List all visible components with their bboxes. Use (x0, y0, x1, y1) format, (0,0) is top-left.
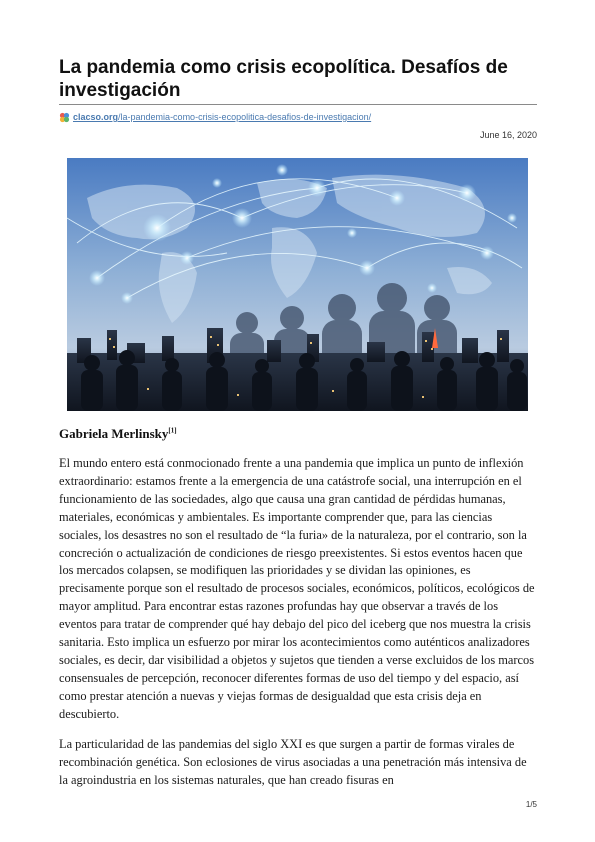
source-domain[interactable]: clacso.org (73, 112, 119, 122)
hero-image (67, 158, 528, 411)
body-paragraph-1: El mundo entero está conmocionado frente a una pandemia que implica un punto de inflexión extraordinario: estamos frente a la emergencia de una catástrofe social, una interrupción en el funcionamiento de las sociedades, algo que causa una gran cantidad de pérdidas humanas, materiales, económicas y ambientales. Es importante comprender que, para las ciencias sociales, los desastres no son el resultado de “la furia» de la naturaleza, por el contrario, son la concreción o actualización de condiciones de riesgo preexistentes. Si estos eventos hacen que los mercados colapsen, se modifiquen las prioridades y se dividan las opiniones, es precisamente porque son el resultado de procesos sociales, económicos, políticos, ecológicos de mayor amplitud. Para encontrar estas razones profundas hay que observar a través de los eventos para tratar de comprender qué hay debajo del pico del iceberg que nos muestra la crisis sanitaria. Esto implica un esfuerzo por mirar los acontecimientos como auténticos analizadores sociales, es decir, dar visibilidad a objetos y sujetos que tienden a verse excluidos de los marcos consensuales de percepción, reconocer diferentes formas de uso del tiempo y del espacio, así como prestar atención a nuevas y viejas formas de desigualdad que esta crisis deja en descubierto. (59, 456, 535, 721)
footnote-link[interactable]: [1] (168, 426, 177, 435)
body-paragraph-2: La particularidad de las pandemias del siglo XXI es que surgen a partir de formas virales de recombinación genética. Son eclosiones de virus asociadas a una penetración más intensiva de la agroindustria en los sistemas naturales, que han creado fisuras en (59, 737, 527, 787)
clacso-favicon-icon (59, 112, 70, 123)
world-map-network-crowd-city-image (67, 158, 528, 411)
page-number: 1/5 (525, 800, 537, 809)
author-name (59, 426, 177, 442)
title-divider (59, 104, 537, 105)
publish-date: June 16, 2020 (479, 130, 537, 140)
source-path[interactable]: /la-pandemia-como-crisis-ecopolitica-desafios-de-investigacion/ (118, 112, 372, 122)
author-name-text: Gabriela Merlinsky (59, 426, 169, 441)
article-title: La pandemia como crisis ecopolítica. Desafíos de investigación (59, 57, 508, 101)
source-link[interactable] (59, 110, 371, 124)
